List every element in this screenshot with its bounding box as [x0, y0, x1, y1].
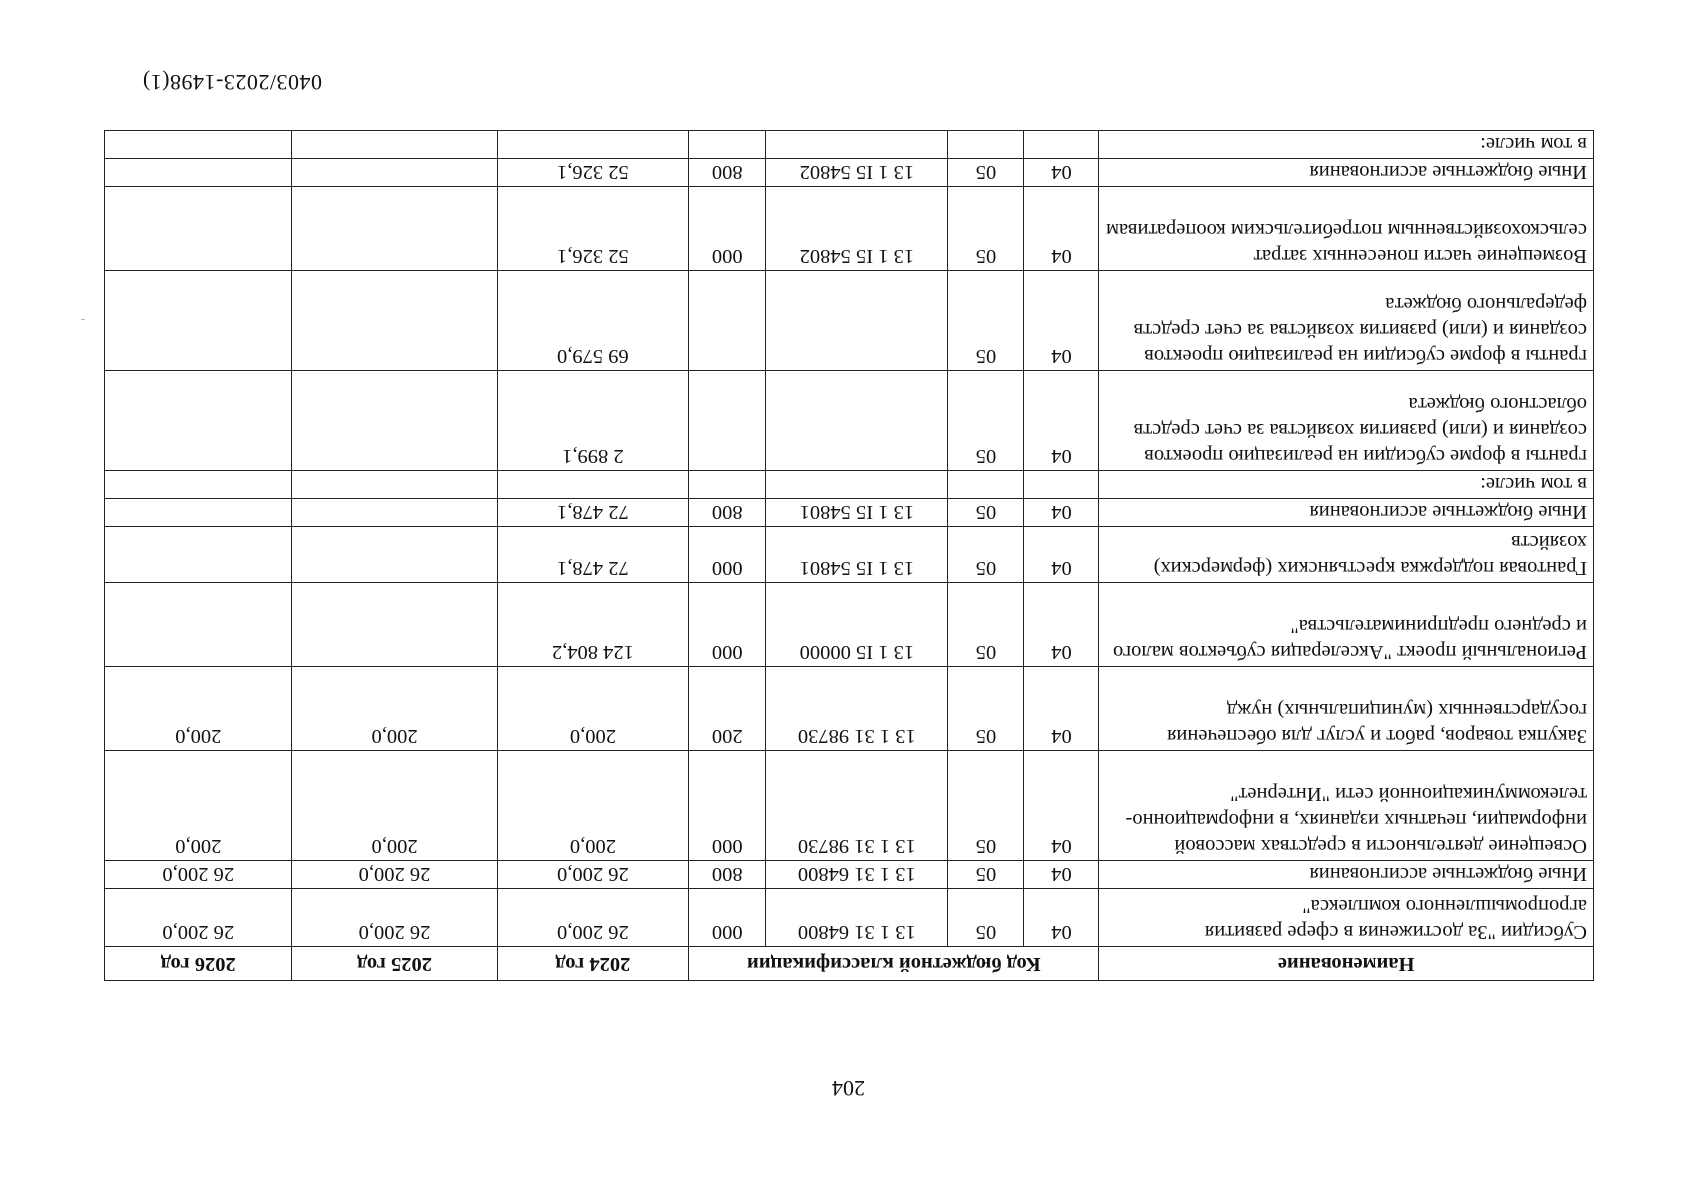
table-row — [105, 499, 1594, 527]
table-row — [105, 667, 1594, 751]
cell-code-expense-type: 000 — [689, 583, 766, 667]
table-row — [105, 271, 1594, 371]
cell-value-2024 — [497, 471, 689, 499]
cell-value-2024: 69 579,0 — [497, 271, 689, 371]
cell-code-subsection: 05 — [948, 499, 1024, 527]
header-2026: 2026 год — [105, 947, 292, 981]
table-row — [105, 131, 1594, 159]
cell-code-subsection: 05 — [948, 667, 1024, 751]
cell-code-subsection: 05 — [948, 371, 1024, 471]
cell-value-2024: 200,0 — [497, 667, 689, 751]
cell-name: Иные бюджетные ассигнования — [1099, 861, 1594, 889]
cell-code-expense-type: 000 — [689, 889, 766, 947]
cell-value-2026: 200,0 — [105, 751, 292, 861]
cell-code-section: 04 — [1024, 583, 1099, 667]
cell-value-2025 — [292, 371, 497, 471]
cell-code-section: 04 — [1024, 667, 1099, 751]
cell-value-2026: 26 200,0 — [105, 861, 292, 889]
table-row — [105, 751, 1594, 861]
table-row — [105, 527, 1594, 583]
cell-value-2025 — [292, 159, 497, 187]
budget-table — [104, 130, 1594, 981]
cell-code-subsection: 05 — [948, 583, 1024, 667]
document-id: 0403/2023-1498(1) — [142, 70, 322, 95]
cell-name: гранты в форме субсидии на реализацию проектов создания и (или) развития хозяйства за счет средств федерального бюджета — [1099, 271, 1594, 371]
cell-code-target: 13 1 31 64800 — [766, 889, 948, 947]
cell-name: Грантовая поддержка крестьянских (фермерских) хозяйств — [1099, 527, 1594, 583]
cell-code-expense-type: 800 — [689, 159, 766, 187]
cell-code-target: 13 1 I5 54801 — [766, 527, 948, 583]
cell-name: Иные бюджетные ассигнования — [1099, 159, 1594, 187]
cell-value-2025 — [292, 583, 497, 667]
cell-value-2026 — [105, 159, 292, 187]
header-code: Код бюджетной классификации — [689, 947, 1099, 981]
page-number: 204 — [832, 1076, 865, 1101]
cell-value-2024: 124 804,2 — [497, 583, 689, 667]
cell-value-2026 — [105, 527, 292, 583]
cell-code-target — [766, 371, 948, 471]
cell-code-section: 04 — [1024, 371, 1099, 471]
cell-value-2024: 72 478,1 — [497, 527, 689, 583]
table-row — [105, 187, 1594, 271]
cell-code-subsection — [948, 131, 1024, 159]
cell-code-expense-type: 800 — [689, 499, 766, 527]
cell-code-subsection: 05 — [948, 861, 1024, 889]
cell-name: в том числе: — [1099, 131, 1594, 159]
table-row — [105, 889, 1594, 947]
cell-name: Региональный проект "Акселерация субъектов малого и среднего предпринимательства" — [1099, 583, 1594, 667]
cell-code-expense-type: 800 — [689, 861, 766, 889]
table-body — [105, 131, 1594, 947]
cell-value-2026 — [105, 371, 292, 471]
cell-value-2024: 2 899,1 — [497, 371, 689, 471]
cell-code-section: 04 — [1024, 751, 1099, 861]
table-header-row — [105, 947, 1594, 981]
cell-value-2025 — [292, 187, 497, 271]
cell-code-target: 13 1 I5 00000 — [766, 583, 948, 667]
cell-code-section: 04 — [1024, 527, 1099, 583]
cell-value-2024: 52 326,1 — [497, 187, 689, 271]
cell-code-expense-type: 000 — [689, 527, 766, 583]
scan-artifact — [81, 319, 85, 320]
cell-code-target: 13 1 31 98730 — [766, 667, 948, 751]
cell-code-expense-type: 000 — [689, 751, 766, 861]
cell-value-2026 — [105, 131, 292, 159]
cell-code-expense-type — [689, 271, 766, 371]
cell-value-2025 — [292, 527, 497, 583]
cell-code-target: 13 1 31 64800 — [766, 861, 948, 889]
table-row — [105, 861, 1594, 889]
cell-value-2025: 200,0 — [292, 667, 497, 751]
cell-name: Субсидии "За достижения в сфере развития агропромышленного комплекса" — [1099, 889, 1594, 947]
table-row — [105, 159, 1594, 187]
cell-code-target — [766, 471, 948, 499]
cell-code-expense-type — [689, 371, 766, 471]
cell-name: в том числе: — [1099, 471, 1594, 499]
cell-name: Возмещение части понесенных затрат сельскохозяйственным потребительским кооперативам — [1099, 187, 1594, 271]
cell-value-2024: 52 326,1 — [497, 159, 689, 187]
cell-value-2025 — [292, 499, 497, 527]
cell-code-subsection: 05 — [948, 187, 1024, 271]
cell-code-section: 04 — [1024, 271, 1099, 371]
cell-name: Освещение деятельности в средствах массовой информации, печатных изданиях, в информационно-телекоммуникационной сети "Интернет" — [1099, 751, 1594, 861]
cell-value-2026: 26 200,0 — [105, 889, 292, 947]
cell-code-section — [1024, 471, 1099, 499]
cell-code-subsection: 05 — [948, 527, 1024, 583]
cell-code-expense-type — [689, 131, 766, 159]
cell-value-2025 — [292, 471, 497, 499]
cell-code-target: 13 1 31 98730 — [766, 751, 948, 861]
cell-code-subsection: 05 — [948, 159, 1024, 187]
cell-code-section: 04 — [1024, 187, 1099, 271]
cell-value-2025 — [292, 131, 497, 159]
cell-code-target: 13 1 I5 54802 — [766, 187, 948, 271]
cell-code-section: 04 — [1024, 499, 1099, 527]
cell-code-section: 04 — [1024, 889, 1099, 947]
cell-code-target — [766, 271, 948, 371]
header-2025: 2025 год — [292, 947, 497, 981]
cell-code-target — [766, 131, 948, 159]
cell-code-section: 04 — [1024, 159, 1099, 187]
cell-value-2026 — [105, 471, 292, 499]
cell-value-2026 — [105, 187, 292, 271]
header-2024: 2024 год — [497, 947, 689, 981]
cell-code-subsection: 05 — [948, 751, 1024, 861]
cell-name: Закупка товаров, работ и услуг для обеспечения государственных (муниципальных) нужд — [1099, 667, 1594, 751]
cell-value-2025 — [292, 271, 497, 371]
cell-value-2024: 200,0 — [497, 751, 689, 861]
cell-value-2025: 26 200,0 — [292, 861, 497, 889]
cell-value-2025: 200,0 — [292, 751, 497, 861]
cell-value-2024: 72 478,1 — [497, 499, 689, 527]
cell-code-subsection: 05 — [948, 889, 1024, 947]
table-row — [105, 471, 1594, 499]
table-row — [105, 583, 1594, 667]
cell-code-target: 13 1 I5 54802 — [766, 159, 948, 187]
cell-value-2026: 200,0 — [105, 667, 292, 751]
cell-value-2024: 26 200,0 — [497, 889, 689, 947]
cell-code-expense-type: 000 — [689, 187, 766, 271]
cell-name: Иные бюджетные ассигнования — [1099, 499, 1594, 527]
cell-value-2026 — [105, 499, 292, 527]
cell-value-2024 — [497, 131, 689, 159]
cell-code-section: 04 — [1024, 861, 1099, 889]
cell-value-2024: 26 200,0 — [497, 861, 689, 889]
cell-code-target: 13 1 I5 54801 — [766, 499, 948, 527]
header-name: Наименование — [1099, 947, 1594, 981]
cell-name: гранты в форме субсидии на реализацию проектов создания и (или) развития хозяйства за счет средств областного бюджета — [1099, 371, 1594, 471]
cell-code-subsection — [948, 471, 1024, 499]
cell-code-expense-type — [689, 471, 766, 499]
table-row — [105, 371, 1594, 471]
cell-value-2026 — [105, 583, 292, 667]
cell-value-2025: 26 200,0 — [292, 889, 497, 947]
cell-code-expense-type: 200 — [689, 667, 766, 751]
cell-value-2026 — [105, 271, 292, 371]
cell-code-subsection: 05 — [948, 271, 1024, 371]
cell-code-section — [1024, 131, 1099, 159]
